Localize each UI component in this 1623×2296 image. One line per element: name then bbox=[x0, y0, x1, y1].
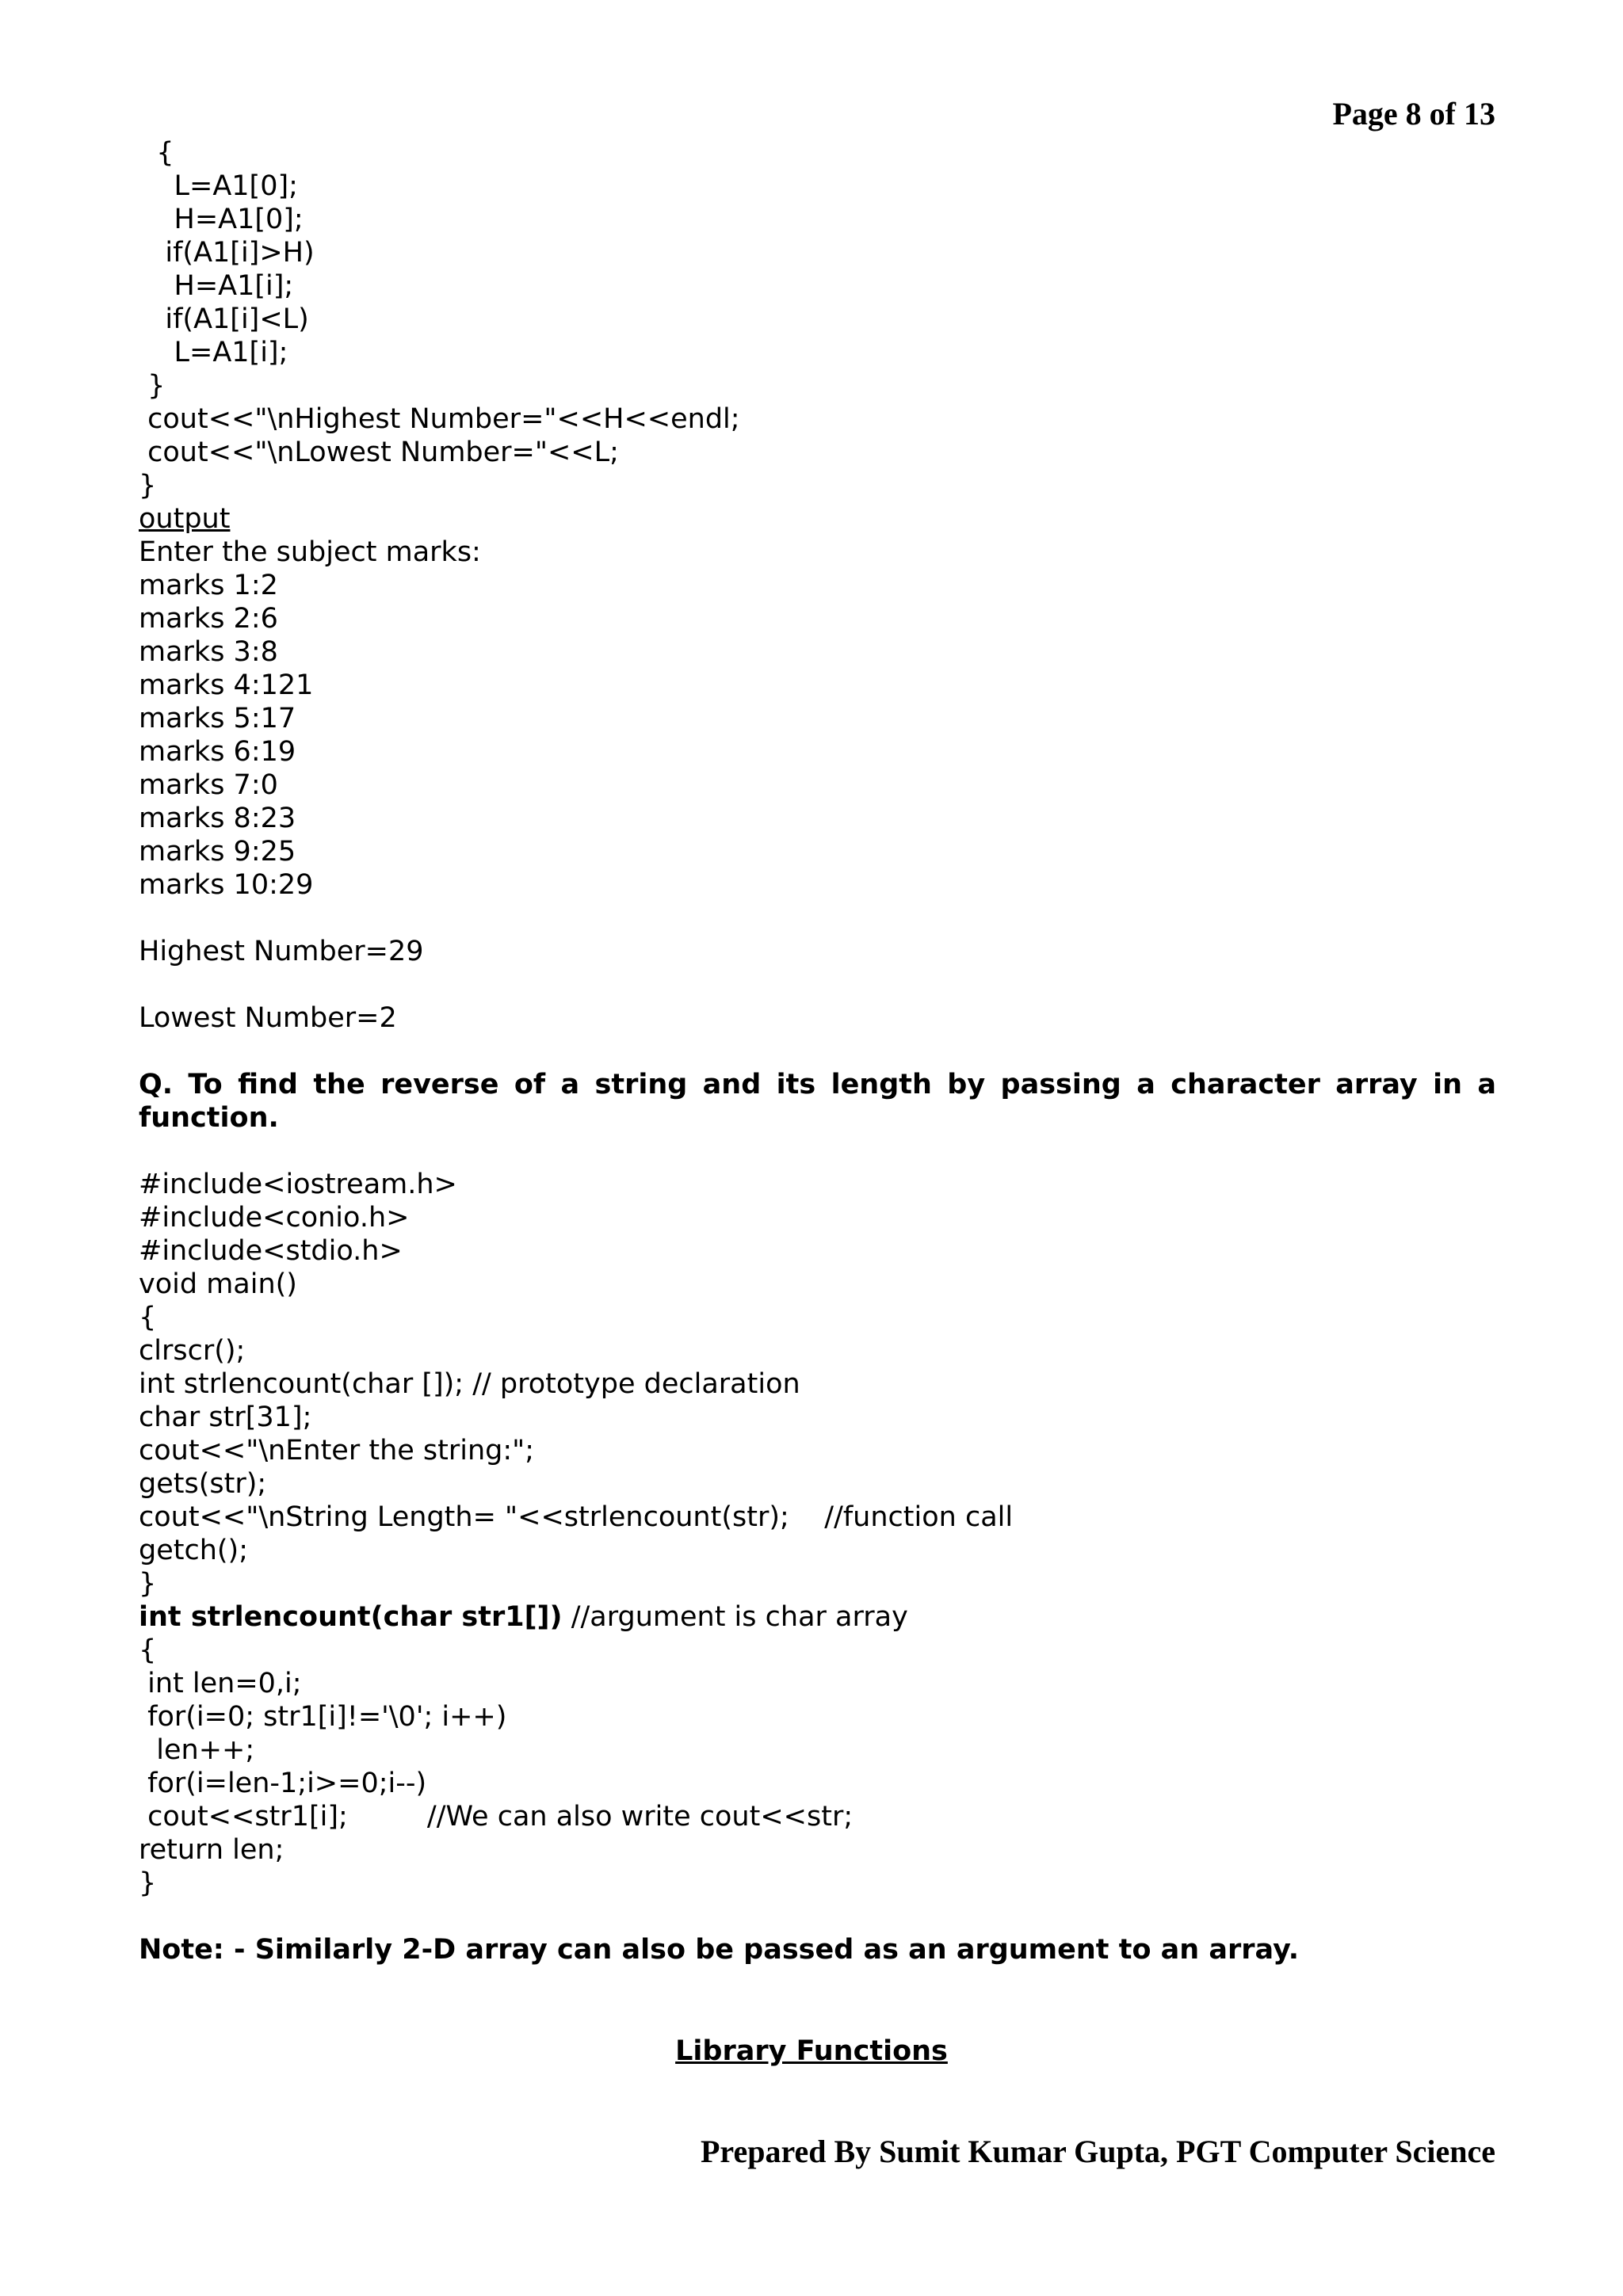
code-line: for(i=len-1;i>=0;i--) bbox=[139, 1768, 427, 1799]
output-heading: output bbox=[139, 503, 231, 535]
code-line: gets(str); bbox=[139, 1468, 267, 1500]
spacer bbox=[139, 902, 1496, 935]
function-signature: int strlencount(char str1[]) bbox=[139, 1601, 563, 1633]
code-line: #include<conio.h> bbox=[139, 1202, 410, 1234]
code-line: cout<<"\nString Length= "<<strlencount(str); //function call bbox=[139, 1501, 1014, 1533]
code-line: void main() bbox=[139, 1268, 297, 1300]
code-line: } bbox=[139, 370, 166, 402]
output-line: marks 3:8 bbox=[139, 636, 278, 668]
document-body bbox=[139, 136, 1496, 1966]
output-block bbox=[139, 502, 1496, 1068]
code-line: L=A1[i]; bbox=[139, 337, 288, 368]
code-line: } bbox=[139, 1867, 157, 1899]
note-text: Note: - Similarly 2-D array can also be passed as an argument to an array. bbox=[139, 1934, 1299, 1966]
section-title: Library Functions bbox=[675, 2035, 948, 2067]
code-line: } bbox=[139, 470, 157, 502]
code-line: H=A1[i]; bbox=[139, 270, 294, 302]
spacer bbox=[139, 968, 1496, 1001]
output-line: marks 4:121 bbox=[139, 669, 314, 701]
code-line: } bbox=[139, 1568, 157, 1600]
function-signature-line bbox=[139, 1600, 1496, 1634]
code-line: getch(); bbox=[139, 1535, 249, 1566]
output-lowest: Lowest Number=2 bbox=[139, 1002, 397, 1034]
output-line: marks 7:0 bbox=[139, 769, 278, 801]
footer-credit: Prepared By Sumit Kumar Gupta, PGT Computer Science bbox=[701, 2134, 1495, 2169]
code-line: L=A1[0]; bbox=[139, 170, 298, 202]
program-block bbox=[139, 1168, 1496, 1900]
code-line: cout<<"\nLowest Number="<<L; bbox=[139, 437, 619, 468]
code-block-top bbox=[139, 136, 1496, 502]
page-number: Page 8 of 13 bbox=[1332, 96, 1495, 132]
output-line: marks 10:29 bbox=[139, 869, 314, 901]
output-line: marks 5:17 bbox=[139, 703, 296, 734]
code-line: clrscr(); bbox=[139, 1335, 246, 1367]
code-line: int strlencount(char []); // prototype declaration bbox=[139, 1368, 800, 1400]
spacer bbox=[139, 1035, 1496, 1068]
code-line: for(i=0; str1[i]!='\0'; i++) bbox=[139, 1701, 507, 1733]
function-comment: //argument is char array bbox=[562, 1601, 908, 1633]
code-line: if(A1[i]>H) bbox=[139, 237, 315, 269]
code-line: cout<<"\nEnter the string:"; bbox=[139, 1435, 535, 1466]
output-line: Enter the subject marks: bbox=[139, 536, 481, 568]
code-line: return len; bbox=[139, 1834, 285, 1866]
code-line: { bbox=[139, 137, 174, 169]
output-line: marks 6:19 bbox=[139, 736, 296, 768]
output-line: marks 1:2 bbox=[139, 570, 278, 601]
code-line: int len=0,i; bbox=[139, 1668, 302, 1699]
question-heading: Q. To find the reverse of a string and its length by passing a character array in a function. bbox=[139, 1069, 1496, 1134]
code-line: #include<iostream.h> bbox=[139, 1169, 457, 1200]
code-line: if(A1[i]<L) bbox=[139, 303, 309, 335]
output-highest: Highest Number=29 bbox=[139, 936, 424, 967]
code-line: #include<stdio.h> bbox=[139, 1235, 403, 1267]
code-line: cout<<"\nHighest Number="<<H<<endl; bbox=[139, 403, 740, 435]
code-line: len++; bbox=[139, 1734, 255, 1766]
code-line: char str[31]; bbox=[139, 1402, 312, 1433]
code-line: { bbox=[139, 1302, 157, 1333]
output-line: marks 9:25 bbox=[139, 836, 296, 868]
code-line: cout<<str1[i]; //We can also write cout<<str; bbox=[139, 1801, 854, 1833]
spacer bbox=[139, 1135, 1496, 1168]
code-line: { bbox=[139, 1634, 157, 1666]
code-line: H=A1[0]; bbox=[139, 204, 304, 235]
output-line: marks 2:6 bbox=[139, 603, 278, 635]
spacer bbox=[139, 1900, 1496, 1933]
output-line: marks 8:23 bbox=[139, 803, 296, 834]
